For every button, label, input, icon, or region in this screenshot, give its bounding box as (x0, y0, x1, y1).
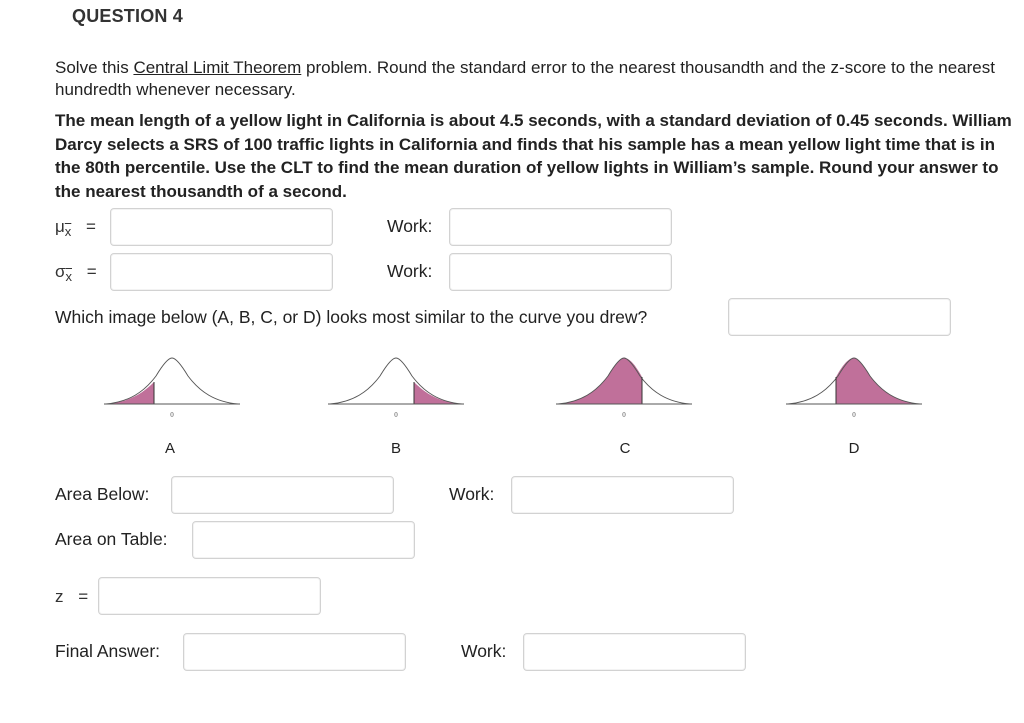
curve-c-shade (558, 358, 642, 404)
z-label (55, 587, 88, 607)
final-answer-label: Final Answer: (55, 641, 161, 661)
sigma-symbol: σ (55, 262, 66, 281)
curve-b-tick: 0 (394, 411, 398, 419)
final-work-label: Work: (461, 641, 507, 661)
instructions (55, 57, 1015, 101)
curve-d-tick: 0 (852, 411, 856, 419)
mu-work-label: Work: (387, 216, 433, 236)
curve-a (104, 352, 240, 430)
curve-c (556, 352, 692, 430)
curve-a-shade (106, 382, 154, 404)
image-question: Which image below (A, B, C, or D) looks most similar to the curve you drew? (55, 307, 648, 327)
mu-input[interactable] (110, 208, 333, 246)
curve-a-letter: A (164, 440, 175, 457)
sigma-xbar-label (55, 262, 97, 282)
mu-xbar-label (55, 217, 96, 237)
curve-a-tick: 0 (170, 411, 174, 419)
curve-b (328, 352, 464, 430)
curve-b-letter: B (390, 440, 401, 457)
curve-d (786, 352, 922, 430)
sigma-subscript: x (65, 269, 72, 284)
image-choice-input[interactable] (728, 298, 951, 336)
mu-subscript: x (64, 224, 72, 239)
mu-symbol: μ (55, 217, 65, 236)
final-answer-input[interactable] (183, 633, 406, 671)
instructions-pre: Solve this (55, 58, 134, 77)
sigma-work-input[interactable] (449, 253, 672, 291)
curve-a-outline (106, 358, 238, 404)
area-table-input[interactable] (192, 521, 415, 559)
final-work-input[interactable] (523, 633, 746, 671)
z-equals: = (78, 587, 89, 606)
mu-equals: = (86, 217, 96, 236)
sigma-work-label: Work: (387, 261, 433, 281)
z-letter: z (55, 587, 64, 606)
question-title: QUESTION 4 (72, 6, 184, 26)
sigma-input[interactable] (110, 253, 333, 291)
mu-work-input[interactable] (449, 208, 672, 246)
area-below-input[interactable] (171, 476, 394, 514)
area-table-label: Area on Table: (55, 529, 168, 549)
curve-d-letter: D (848, 440, 860, 457)
instructions-post: problem. Round the standard error to the nearest thousandth and the z-score to the nearest hundredth whenever necessary. (55, 58, 995, 99)
area-below-label: Area Below: (55, 484, 150, 504)
area-below-work-input[interactable] (511, 476, 734, 514)
curve-b-shade (414, 382, 462, 404)
problem-statement: The mean length of a yellow light in California is about 4.5 seconds, with a standard deviation of 0.45 seconds. William Darcy selects a SRS of 100 traffic lights in California and finds that his sample has a mean yellow light time that is in the 80th percentile. Use the CLT to find the mean duration of yellow lights in William’s sample. Round your answer to the nearest thousandth of a second. (55, 111, 1012, 201)
z-input[interactable] (98, 577, 321, 615)
curve-d-shade (836, 358, 920, 404)
curve-b-outline (330, 358, 462, 404)
curve-c-tick: 0 (622, 411, 626, 419)
curve-c-letter: C (619, 440, 631, 457)
sigma-equals: = (86, 262, 97, 281)
area-below-work-label: Work: (449, 484, 495, 504)
clt-link[interactable]: Central Limit Theorem (133, 58, 302, 77)
